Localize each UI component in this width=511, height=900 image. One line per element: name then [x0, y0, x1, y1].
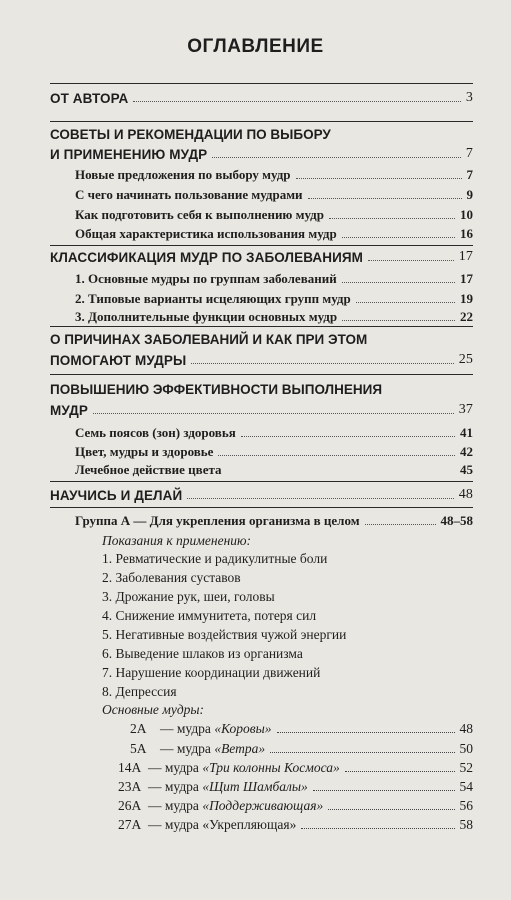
mudra-code: 27А — [118, 817, 142, 832]
leader-dots — [277, 732, 455, 733]
mudra-entry[interactable] — [130, 741, 473, 757]
leader-dots — [133, 101, 461, 102]
entry-label: Лечебное действие цвета — [75, 462, 222, 477]
toc-subentry[interactable] — [75, 187, 473, 203]
entry-page: 37 — [458, 402, 473, 417]
mudra-code: 23А — [118, 779, 142, 794]
leader-dots — [342, 282, 455, 283]
leader-dots — [191, 363, 454, 364]
entry-label: МУДР — [50, 403, 88, 418]
toc-entry-author[interactable] — [50, 90, 473, 106]
leader-dots — [345, 771, 455, 772]
toc-subentry[interactable] — [75, 271, 473, 287]
mudra-name: «Укрепляющая» — [202, 817, 297, 832]
entry-page: 58 — [459, 817, 473, 832]
entry-page: 16 — [460, 226, 473, 241]
toc-entry-causes-line1[interactable]: О ПРИЧИНАХ ЗАБОЛЕВАНИЙ И КАК ПРИ ЭТОМ — [50, 332, 368, 347]
mudra-prefix: — мудра — [160, 741, 211, 756]
leader-dots — [313, 790, 455, 791]
toc-subentry[interactable] — [75, 444, 473, 460]
leader-dots — [270, 752, 454, 753]
toc-subentry[interactable] — [75, 309, 473, 325]
toc-group-a[interactable] — [75, 513, 473, 529]
entry-label: 3. Дополнительные функции основных мудр — [75, 309, 338, 324]
toc-entry-causes[interactable] — [50, 352, 473, 368]
leader-dots — [365, 524, 436, 525]
toc-subentry[interactable] — [75, 425, 473, 441]
mudra-name: «Коровы» — [214, 721, 272, 736]
leader-dots — [218, 455, 455, 456]
toc-entry-advice[interactable] — [50, 146, 473, 162]
leader-dots — [308, 198, 462, 199]
toc-subentry[interactable] — [75, 167, 473, 183]
entry-page: 48–58 — [440, 513, 473, 528]
leader-dots — [296, 178, 462, 179]
divider — [50, 121, 473, 122]
leader-dots — [342, 320, 455, 321]
indication-item: 1. Ревматические и радикулитные боли — [102, 551, 328, 566]
toc-subentry[interactable] — [75, 291, 473, 307]
mudra-entry[interactable] — [118, 798, 473, 814]
entry-label: С чего начинать пользование мудрами — [75, 187, 303, 202]
mudra-entry[interactable] — [118, 760, 473, 776]
entry-label: Группа А — Для укрепления организма в целом — [75, 513, 360, 528]
entry-page: 7 — [466, 167, 473, 182]
indications-heading: Показания к применению: — [102, 533, 252, 548]
entry-page: 41 — [460, 425, 473, 440]
entry-page: 48 — [458, 487, 473, 502]
page-title: ОГЛАВЛЕНИЕ — [187, 36, 324, 57]
leader-dots — [329, 218, 455, 219]
entry-label: 2. Типовые варианты исцеляющих групп мудр — [75, 291, 351, 306]
indication-item: 6. Выведение шлаков из организма — [102, 646, 303, 661]
entry-page: 10 — [460, 207, 473, 222]
divider — [50, 326, 473, 327]
entry-page: 42 — [460, 444, 473, 459]
entry-label: НАУЧИСЬ И ДЕЛАЙ — [50, 488, 183, 503]
leader-dots — [368, 260, 454, 261]
mudra-code: 5А — [130, 741, 147, 756]
entry-label: Новые предложения по выбору мудр — [75, 167, 291, 182]
entry-label: И ПРИМЕНЕНИЮ МУДР — [50, 147, 208, 162]
mudra-prefix: — мудра — [148, 779, 199, 794]
mudra-prefix: — мудра — [148, 817, 199, 832]
indication-item: 5. Негативные воздействия чужой энергии — [102, 627, 347, 642]
mudra-entry[interactable] — [130, 721, 473, 737]
leader-dots — [241, 436, 455, 437]
leader-dots — [356, 302, 455, 303]
entry-page: 19 — [460, 291, 473, 306]
entry-page: 17 — [460, 271, 473, 286]
mudra-code: 2А — [130, 721, 147, 736]
toc-subentry[interactable] — [75, 462, 473, 478]
divider — [50, 83, 473, 84]
toc-entry-efficiency-line1[interactable]: ПОВЫШЕНИЮ ЭФФЕКТИВНОСТИ ВЫПОЛНЕНИЯ — [50, 382, 383, 397]
leader-dots — [301, 828, 454, 829]
leader-dots — [212, 157, 461, 158]
mudra-code: 14А — [118, 760, 142, 775]
entry-label: Общая характеристика использования мудр — [75, 226, 337, 241]
indication-item: 8. Депрессия — [102, 684, 177, 699]
leader-dots — [187, 498, 454, 499]
indication-item: 3. Дрожание рук, шеи, головы — [102, 589, 275, 604]
entry-label: Цвет, мудры и здоровье — [75, 444, 214, 459]
entry-page: 45 — [460, 462, 473, 477]
entry-page: 17 — [458, 249, 473, 264]
entry-page: 22 — [460, 309, 473, 324]
entry-page: 9 — [466, 187, 473, 202]
entry-page: 48 — [459, 721, 473, 736]
entry-page: 56 — [459, 798, 473, 813]
toc-entry-classification[interactable] — [50, 249, 473, 265]
indication-item: 2. Заболевания суставов — [102, 570, 241, 585]
entry-page: 3 — [465, 90, 473, 105]
entry-label: 1. Основные мудры по группам заболеваний — [75, 271, 337, 286]
leader-dots — [328, 809, 454, 810]
mudra-name: «Три колонны Космоса» — [202, 760, 340, 775]
entry-label: ОТ АВТОРА — [50, 91, 129, 106]
mudra-name: «Поддерживающая» — [202, 798, 324, 813]
entry-page: 25 — [458, 352, 473, 367]
mudra-name: «Щит Шамбалы» — [202, 779, 308, 794]
mudra-prefix: — мудра — [148, 760, 199, 775]
indication-item: 4. Снижение иммунитета, потеря сил — [102, 608, 317, 623]
toc-subentry[interactable] — [75, 207, 473, 223]
indication-item: 7. Нарушение координации движений — [102, 665, 321, 680]
toc-entry-advice-line1[interactable]: СОВЕТЫ И РЕКОМЕНДАЦИИ ПО ВЫБОРУ — [50, 127, 331, 142]
mudra-code: 26А — [118, 798, 142, 813]
divider — [50, 374, 473, 375]
leader-dots — [342, 237, 455, 238]
mudra-prefix: — мудра — [160, 721, 211, 736]
entry-label: Как подготовить себя к выполнению мудр — [75, 207, 324, 222]
toc-subentry[interactable] — [75, 226, 473, 242]
mudras-heading: Основные мудры: — [102, 702, 205, 717]
entry-label: КЛАССИФИКАЦИЯ МУДР ПО ЗАБОЛЕВАНИЯМ — [50, 250, 364, 265]
entry-page: 7 — [465, 146, 473, 161]
entry-label: Семь поясов (зон) здоровья — [75, 425, 236, 440]
mudra-entry[interactable] — [118, 779, 473, 795]
entry-page: 50 — [459, 741, 473, 756]
entry-label: ПОМОГАЮТ МУДРЫ — [50, 353, 187, 368]
mudra-name: «Ветра» — [214, 741, 266, 756]
mudra-entry[interactable] — [118, 817, 473, 833]
toc-entry-efficiency[interactable] — [50, 402, 473, 418]
divider — [50, 481, 473, 482]
divider — [50, 507, 473, 508]
entry-page: 52 — [459, 760, 473, 775]
divider — [50, 245, 473, 246]
leader-dots — [93, 413, 454, 414]
toc-entry-learn[interactable] — [50, 487, 473, 503]
mudra-prefix: — мудра — [148, 798, 199, 813]
entry-page: 54 — [459, 779, 473, 794]
